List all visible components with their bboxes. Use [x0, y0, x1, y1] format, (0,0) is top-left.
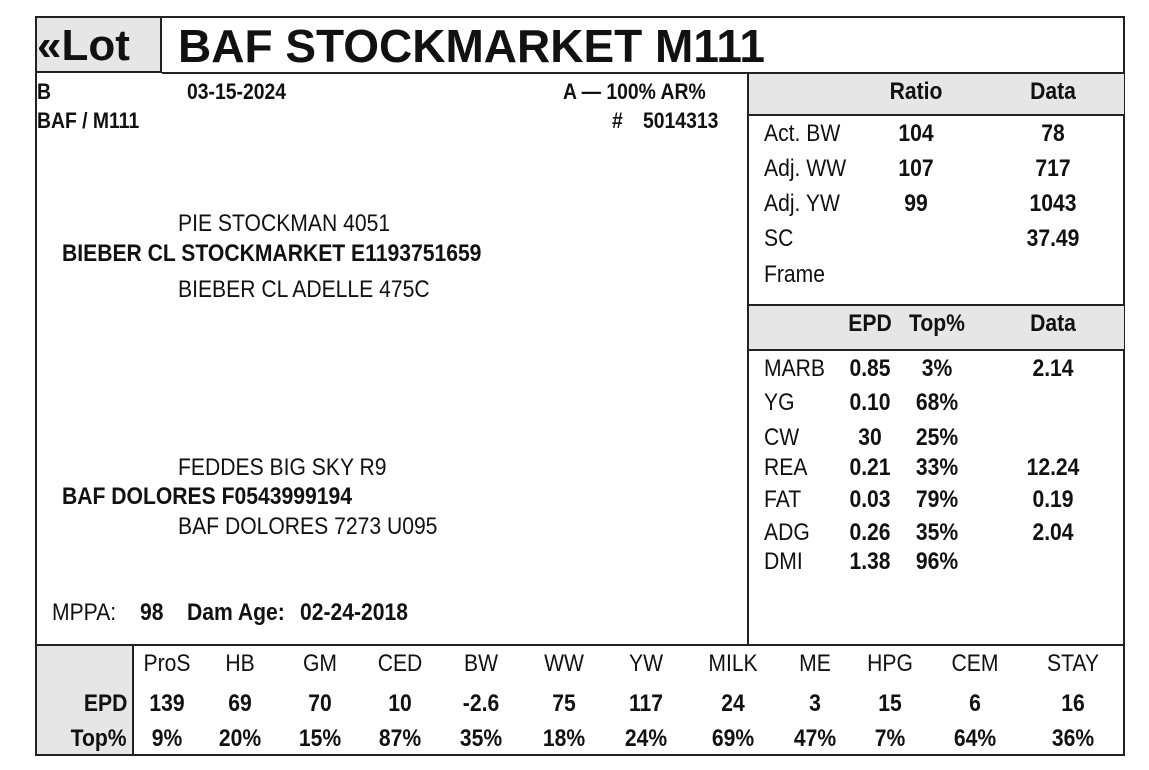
ratio-row-data: 717: [1035, 155, 1071, 182]
epd-value: 139: [149, 690, 185, 717]
epd-column-header: WW: [544, 650, 584, 677]
dam-age-value: 02-24-2018: [300, 599, 409, 626]
epd-value: 69: [228, 690, 252, 717]
carcass-row-top: 96%: [915, 548, 959, 575]
epd-value: 24: [721, 690, 745, 717]
epd-top-pct: 7%: [874, 725, 906, 752]
ratio-row-label: Adj. YW: [764, 190, 840, 217]
carcass-top-header: Top%: [909, 310, 965, 337]
carcass-row-epd: 0.26: [849, 519, 891, 546]
epd-column-header: ME: [799, 650, 831, 677]
reg-label: #: [612, 108, 623, 133]
animal-title: BAF STOCKMARKET M111: [178, 20, 766, 72]
epd-table-top-rule: [35, 644, 1125, 646]
dam-dam: BAF DOLORES 7273 U095: [178, 513, 438, 540]
carcass-row-epd: 0.21: [849, 454, 891, 481]
carcass-row-data: 12.24: [1026, 454, 1080, 481]
carcass-row-epd: 30: [858, 424, 882, 451]
carcass-row-epd: 0.03: [849, 486, 891, 513]
sire-dam: BIEBER CL ADELLE 475C: [178, 276, 430, 303]
breed-line: A — 100% AR%: [563, 79, 706, 104]
ratio-row-data: 1043: [1029, 190, 1077, 217]
carcass-row-label: ADG: [764, 519, 810, 546]
ratio-row-label: Adj. WW: [764, 155, 847, 182]
dam-age-label: Dam Age:: [187, 599, 285, 626]
epd-value: -2.6: [462, 690, 500, 717]
carcass-row-label: DMI: [764, 548, 803, 575]
birth-date: 03-15-2024: [187, 79, 287, 104]
ratio-row-label: SC: [764, 225, 794, 252]
sex-code: B: [37, 79, 51, 104]
ratio-row-ratio: 104: [898, 120, 934, 147]
epd-column-header: MILK: [708, 650, 758, 677]
epd-top-pct: 24%: [624, 725, 668, 752]
epd-value: 16: [1061, 690, 1085, 717]
mppa-label: MPPA:: [52, 599, 117, 626]
carcass-header-rule: [748, 349, 1125, 351]
ratio-header-rule: [748, 114, 1125, 116]
epd-top-pct: 87%: [378, 725, 422, 752]
epd-value: 70: [308, 690, 332, 717]
carcass-row-label: YG: [764, 389, 795, 416]
carcass-row-data: 2.14: [1032, 355, 1074, 382]
carcass-top-rule: [748, 304, 1125, 306]
carcass-row-top: 33%: [915, 454, 959, 481]
carcass-row-top: 79%: [915, 486, 959, 513]
epd-column-header: GM: [302, 650, 338, 677]
epd-value: 3: [809, 690, 821, 717]
epd-value: 117: [628, 690, 664, 717]
dam-sire: FEDDES BIG SKY R9: [178, 454, 387, 481]
epd-top-pct: 47%: [793, 725, 837, 752]
carcass-row-label: REA: [764, 454, 808, 481]
carcass-row-epd: 1.38: [849, 548, 891, 575]
epd-column-header: HPG: [867, 650, 913, 677]
epd-column-header: STAY: [1046, 650, 1100, 677]
carcass-row-label: CW: [764, 424, 800, 451]
carcass-row-top: 68%: [915, 389, 959, 416]
epd-row-label: EPD: [83, 690, 127, 717]
dam: BAF DOLORES F0543999194: [62, 483, 352, 510]
ratio-row-ratio: 99: [904, 190, 928, 217]
ratio-row-label: Act. BW: [764, 120, 841, 147]
epd-value: 75: [552, 690, 576, 717]
lot-label: «Lot: [37, 21, 130, 70]
epd-label-column-rule: [132, 645, 134, 755]
right-panel-divider: [747, 73, 749, 645]
epd-column-header: BW: [463, 650, 499, 677]
sire-sire: PIE STOCKMAN 4051: [178, 210, 391, 237]
epd-top-pct: 9%: [151, 725, 183, 752]
ratio-row-ratio: 107: [898, 155, 934, 182]
ratio-header: Ratio: [889, 78, 943, 105]
carcass-row-top: 25%: [915, 424, 959, 451]
epd-column-header: YW: [628, 650, 664, 677]
carcass-row-data: 0.19: [1032, 486, 1074, 513]
carcass-row-top: 3%: [921, 355, 953, 382]
carcass-row-label: FAT: [764, 486, 802, 513]
carcass-row-epd: 0.85: [849, 355, 891, 382]
epd-column-header: HB: [225, 650, 255, 677]
top-pct-row-label: Top%: [71, 725, 127, 752]
epd-column-header: CEM: [951, 650, 999, 677]
carcass-epd-header: EPD: [848, 310, 892, 337]
epd-top-pct: 15%: [298, 725, 342, 752]
sire: BIEBER CL STOCKMARKET E1193751659: [62, 240, 482, 267]
carcass-row-data: 2.04: [1032, 519, 1074, 546]
epd-top-pct: 64%: [953, 725, 997, 752]
epd-column-header: CED: [377, 650, 423, 677]
carcass-row-epd: 0.10: [849, 389, 891, 416]
carcass-row-label: MARB: [764, 355, 826, 382]
mppa-value: 98: [140, 599, 164, 626]
epd-value: 15: [878, 690, 902, 717]
epd-top-pct: 69%: [711, 725, 755, 752]
epd-value: 6: [969, 690, 981, 717]
epd-column-header: ProS: [143, 650, 191, 677]
ratio-row-data: 78: [1041, 120, 1065, 147]
epd-top-pct: 20%: [218, 725, 262, 752]
epd-top-pct: 18%: [542, 725, 586, 752]
reg-number: 5014313: [643, 108, 719, 133]
prefix-id: BAF / M111: [37, 108, 140, 133]
carcass-data-header: Data: [1030, 310, 1076, 337]
ratio-row-label: Frame: [764, 261, 826, 288]
epd-top-pct: 35%: [459, 725, 503, 752]
carcass-row-top: 35%: [915, 519, 959, 546]
epd-value: 10: [388, 690, 412, 717]
epd-top-pct: 36%: [1051, 725, 1095, 752]
ratio-row-data: 37.49: [1026, 225, 1080, 252]
ratio-data-header: Data: [1030, 78, 1076, 105]
